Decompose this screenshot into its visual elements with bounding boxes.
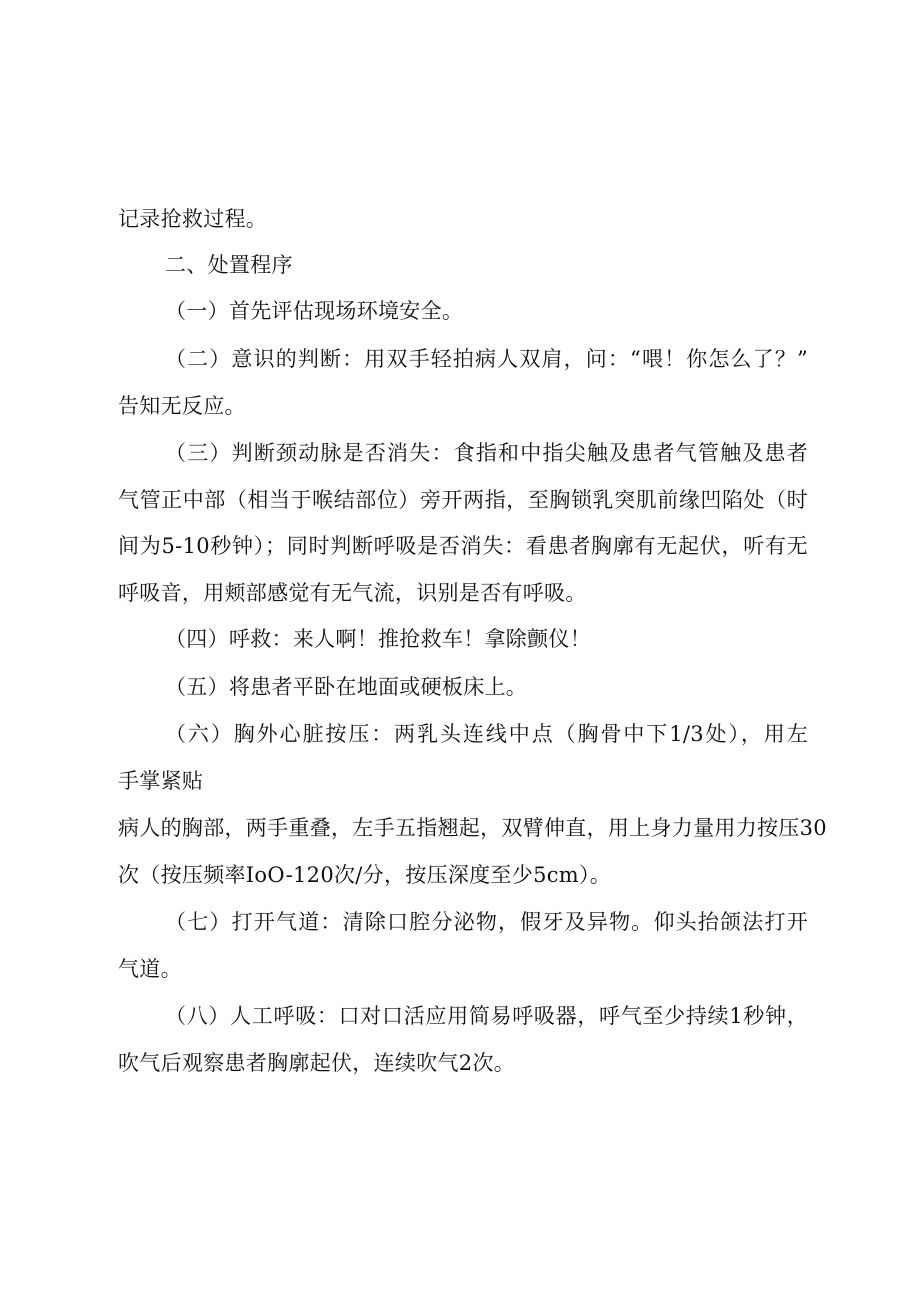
step-2-line-2: 告知无反应。 [118, 394, 246, 418]
step-3-line-2: 气管正中部（相当于喉结部位）旁开两指，至胸锁乳突肌前缘凹陷处（时 [118, 488, 808, 512]
step-6-line-3: 病人的胸部，两手重叠，左手五指翘起，双臂伸直，用上身力量用力按压30 [118, 816, 827, 840]
step-4-line-1: （四）呼救：来人啊！推抢救车！拿除颤仪！ [165, 627, 591, 651]
step-6-line-4: 次（按压频率IoO-120次/分，按压深度至少5cm）。 [118, 863, 612, 887]
step-5-line-1: （五）将患者平卧在地面或硬板床上。 [165, 675, 528, 699]
step-3-line-1: （三）判断颈动脉是否消失：食指和中指尖触及患者气管触及患者 [165, 441, 808, 465]
step-8-line-1: （八）人工呼吸：口对口活应用简易呼吸器，呼气至少持续1秒钟， [165, 1004, 808, 1028]
step-7-line-1: （七）打开气道：清除口腔分泌物，假牙及异物。仰头抬颌法打开 [165, 910, 808, 934]
step-6-line-2: 手掌紧贴 [118, 769, 204, 793]
step-6-line-1: （六）胸外心脏按压：两乳头连线中点（胸骨中下1/3处），用左 [165, 722, 808, 746]
step-1-line-1: （一）首先评估现场环境安全。 [165, 299, 464, 323]
step-8-line-2: 吹气后观察患者胸廓起伏，连续吹气2次。 [118, 1051, 516, 1075]
step-3-line-4: 呼吸音，用颊部感觉有无气流，识别是否有呼吸。 [118, 581, 587, 605]
paragraph-line-1: 记录抢救过程。 [118, 207, 268, 231]
step-2-line-1: （二）意识的判断：用双手轻拍病人双肩，问：“喂！你怎么了？” [165, 347, 808, 371]
step-7-line-2: 气道。 [118, 957, 182, 981]
step-3-line-3: 间为5-10秒钟）；同时判断呼吸是否消失：看患者胸廓有无起伏，听有无 [118, 534, 808, 558]
section-heading: 二、处置程序 [165, 253, 293, 277]
